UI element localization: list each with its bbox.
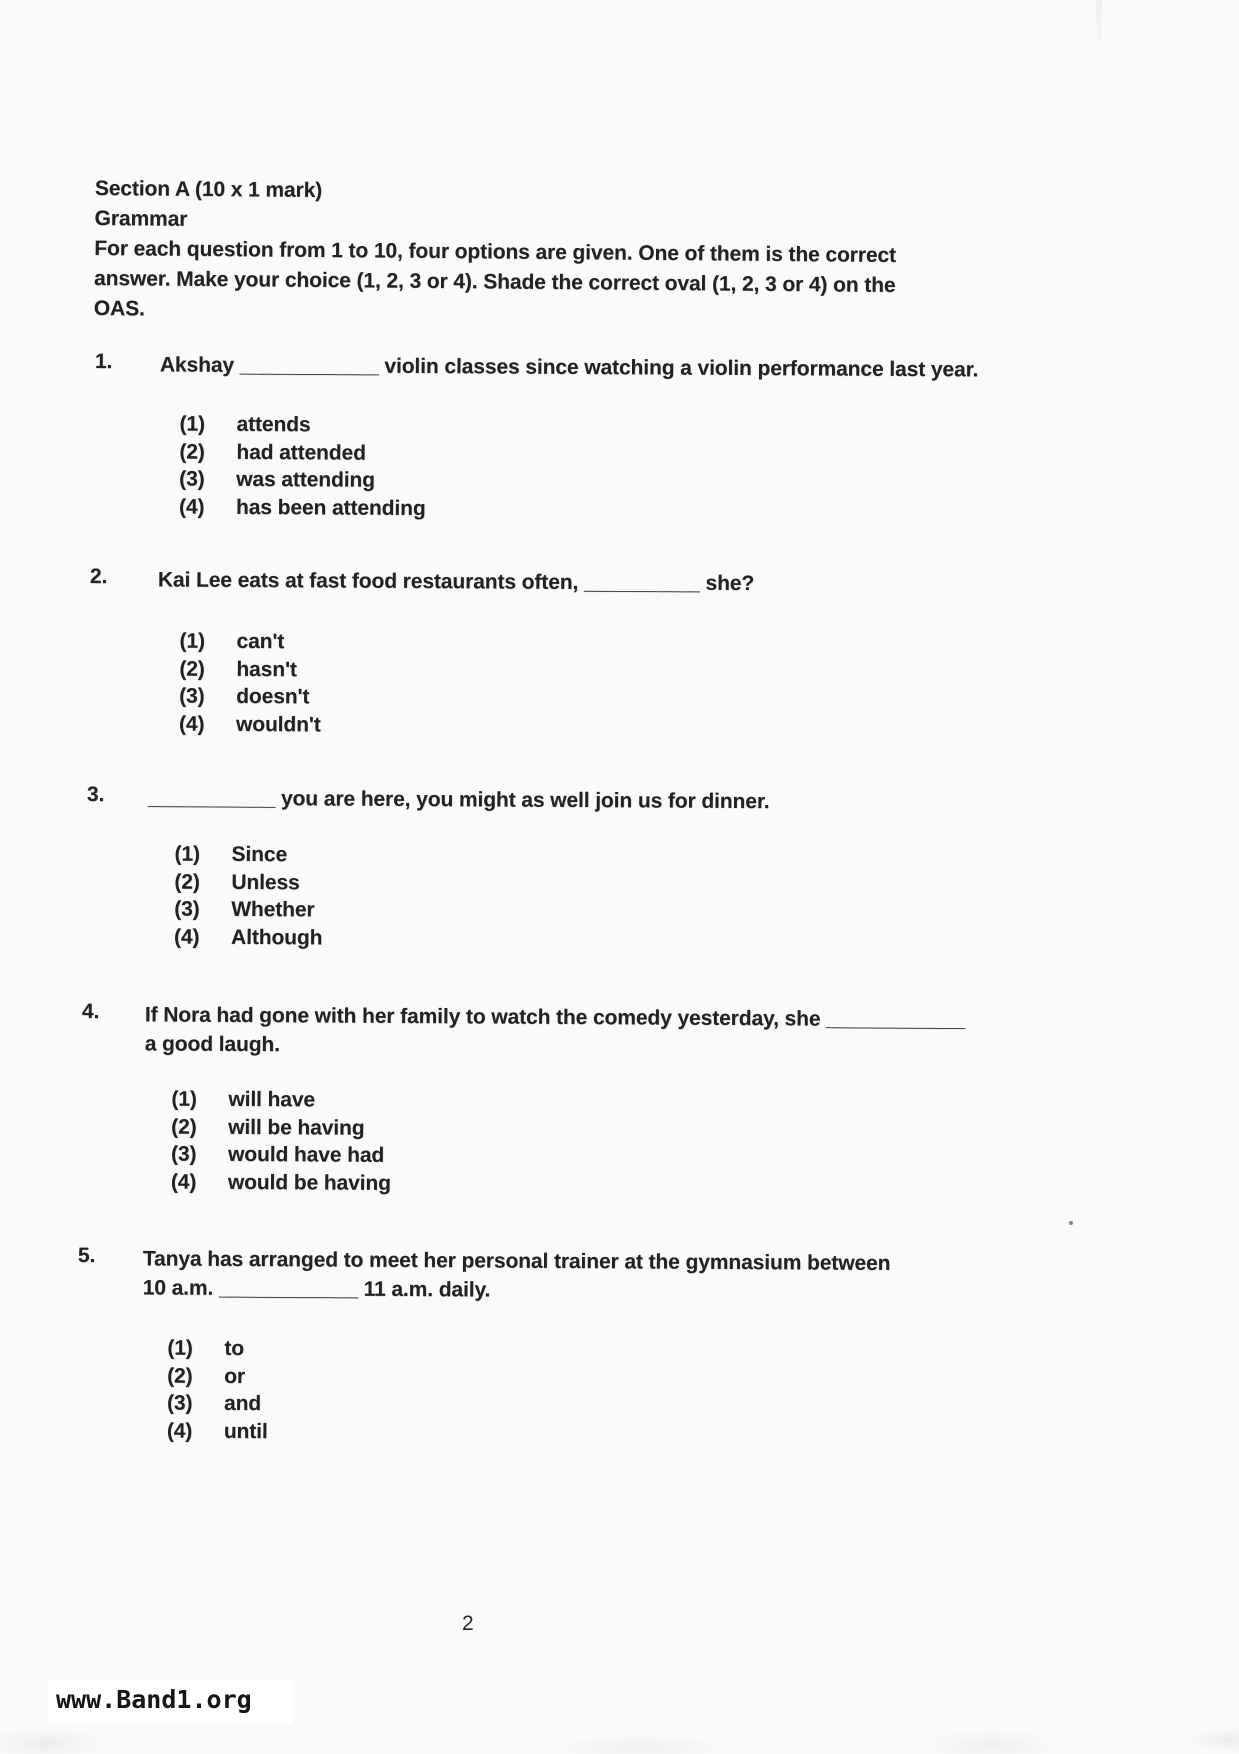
option-row [167, 1390, 890, 1422]
question-line [82, 1000, 966, 1063]
option-row [167, 1417, 890, 1449]
option-text: wouldn't [235, 712, 321, 736]
option-row [171, 1168, 964, 1200]
option-text: has been attending [235, 495, 426, 520]
option-text: until [223, 1419, 268, 1443]
option-label: (3) [179, 684, 205, 708]
instruction-line: For each question from 1 to 10, four options are given. One of them is the correct [94, 236, 897, 267]
option-label: (4) [170, 1170, 197, 1194]
option-label: (3) [170, 1142, 197, 1166]
question-text [145, 1000, 966, 1063]
option-label: (2) [179, 657, 205, 681]
option-text: Although [230, 925, 323, 949]
option-text: and [223, 1391, 262, 1416]
question-text [158, 565, 754, 598]
question-text [143, 1244, 891, 1307]
scan-artifact-smudge [1096, 0, 1102, 50]
option-label: (2) [179, 440, 205, 464]
question-text [160, 350, 979, 384]
question-2 [89, 565, 754, 741]
option-text: will be having [228, 1115, 365, 1140]
question-text-line: Kai Lee eats at fast food restaurants often, __________ she? [157, 568, 755, 596]
option-row [179, 493, 978, 525]
option-row [179, 683, 753, 714]
options-list [167, 1335, 890, 1449]
question-text-line: 10 a.m. ____________ 11 a.m. daily. [142, 1276, 491, 1302]
option-label: (3) [174, 897, 200, 921]
question-line [87, 783, 770, 816]
option-text: Unless [231, 870, 300, 894]
question-text-line: Tanya has arranged to meet her personal trainer at the gymnasium between [142, 1247, 891, 1275]
option-label: (4) [166, 1419, 193, 1443]
option-label: (1) [171, 1087, 197, 1111]
question-text [148, 783, 770, 816]
question-number: 1. [94, 350, 113, 374]
option-label: (1) [179, 629, 205, 653]
section-header [94, 174, 1015, 332]
option-text: Since [231, 842, 288, 867]
question-number: 3. [86, 783, 105, 807]
options-list [179, 628, 754, 742]
option-text: to [224, 1336, 245, 1361]
question-4 [81, 1000, 965, 1200]
instructions [94, 234, 1015, 332]
question-line [90, 565, 754, 598]
option-text: Whether [231, 897, 315, 922]
options-list [171, 1086, 965, 1201]
option-row [167, 1335, 890, 1367]
question-line [78, 1244, 891, 1307]
option-text: attends [236, 412, 311, 437]
option-label: (4) [178, 495, 205, 519]
option-text: would be having [227, 1170, 391, 1195]
question-text-line: If Nora had gone with her family to watch the comedy yesterday, she ____________ [144, 1003, 966, 1032]
option-text: or [224, 1364, 246, 1388]
option-text: was attending [236, 467, 375, 492]
question-1 [94, 350, 978, 525]
option-row [179, 655, 753, 686]
scan-artifact-dot [1069, 1221, 1073, 1225]
question-line [95, 350, 979, 384]
option-text: hasn't [236, 657, 297, 681]
option-label: (1) [174, 842, 201, 866]
option-text: had attended [236, 440, 366, 465]
option-row [174, 923, 769, 954]
instruction-line: OAS. [93, 296, 145, 321]
option-label: (2) [174, 870, 200, 894]
question-number: 5. [77, 1244, 96, 1268]
question-number: 4. [81, 1000, 100, 1024]
option-label: (3) [179, 467, 205, 491]
option-label: (2) [171, 1115, 197, 1139]
option-row [174, 841, 769, 872]
option-label: (4) [178, 712, 205, 736]
question-3 [86, 783, 770, 954]
option-text: can't [236, 629, 285, 654]
option-label: (1) [179, 412, 205, 436]
options-list [174, 841, 769, 955]
option-row [174, 896, 769, 927]
question-text-line: ___________ you are here, you might as well join us for dinner. [147, 786, 770, 814]
option-text: doesn't [236, 684, 310, 709]
question-number: 2. [89, 565, 108, 589]
option-label: (2) [167, 1364, 193, 1388]
options-list [179, 411, 978, 526]
page-number: 2 [462, 1612, 474, 1635]
question-text-line: a good laugh. [144, 1032, 281, 1057]
option-row [179, 628, 753, 659]
question-text-line: Akshay ____________ violin classes since watching a violin performance last year. [159, 353, 979, 382]
question-5 [77, 1244, 891, 1449]
section-title: Section A (10 x 1 mark) [94, 176, 323, 202]
option-label: (3) [166, 1391, 193, 1415]
option-row [174, 868, 769, 899]
option-text: would have had [227, 1142, 385, 1167]
option-row [179, 710, 753, 741]
option-text: will have [228, 1087, 316, 1112]
option-label: (4) [173, 925, 200, 949]
option-label: (1) [167, 1336, 193, 1360]
watermark: www.Band1.org [48, 1680, 292, 1723]
section-subtitle: Grammar [94, 206, 188, 231]
option-row [167, 1362, 890, 1394]
instruction-line: answer. Make your choice (1, 2, 3 or 4). Shade the correct oval (1, 2, 3 or 4) on the [93, 266, 896, 297]
